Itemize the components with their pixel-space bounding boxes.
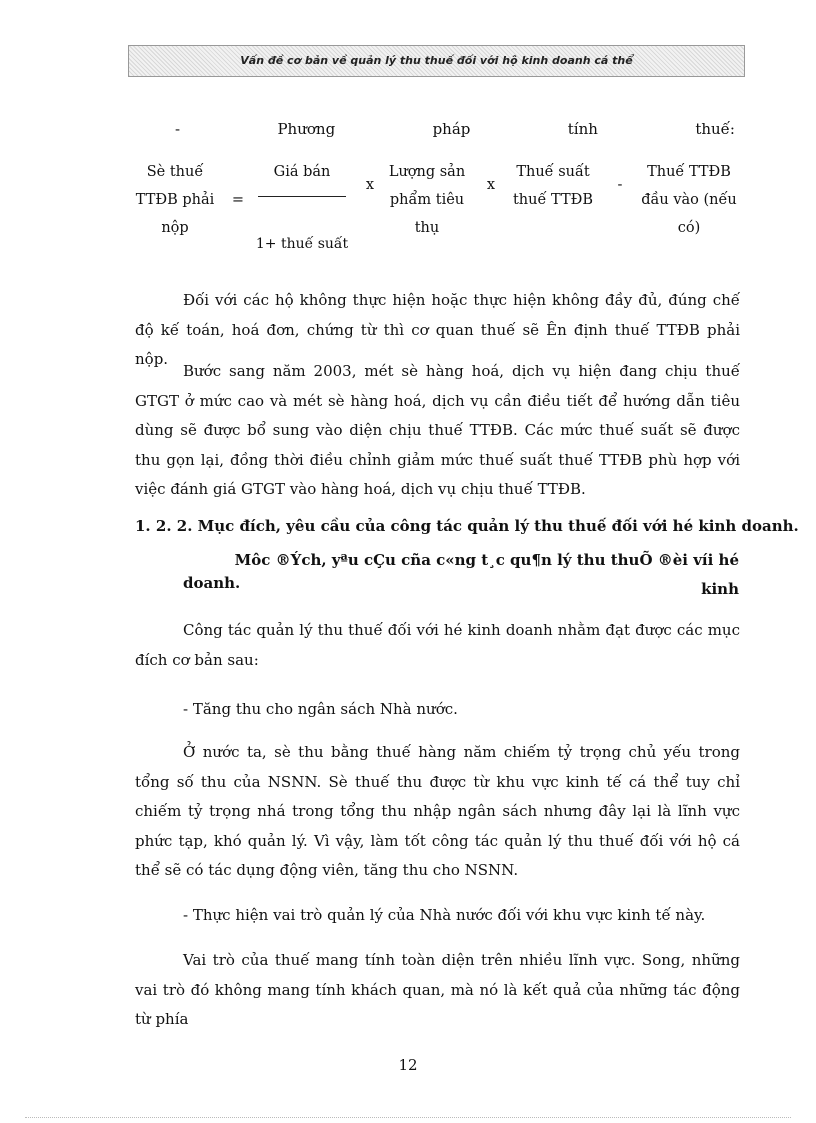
running-header: [128, 45, 745, 77]
paragraph-5: Vai trò của thuế mang tính toàn diện trên nhiều lĩnh vực. Song, những vai trò đó không mang tính khách quan, mà nó là kết quả của những tác động từ phía: [135, 951, 740, 1028]
method-word-2: pháp: [432, 120, 471, 138]
formula-quantity-line-2: phẩm tiêu: [389, 192, 465, 208]
footer-rule: [25, 1117, 791, 1118]
formula-quantity-line-1: Lượng sản: [388, 164, 466, 180]
formula-input-line-2: đầu vào (nếu: [641, 192, 737, 208]
section-heading-garbled: Môc ®Ých, yªu cÇu cña c«ng t¸c qu¶n lý thu thuÕ ®èi víi hé kinh: [234, 551, 739, 598]
formula-quantity: [382, 158, 472, 242]
formula-rate: [508, 158, 598, 214]
method-word-3: tính: [567, 120, 598, 138]
formula-lhs-line-2: TTĐB phải: [135, 192, 215, 208]
paragraph-1: Đối với các hộ không thực hiện hoặc thực hiện không đầy đủ, đúng chế độ kế toán, hoá đơn, chứng từ thì cơ quan thuế sẽ Ên định thuế TTĐB phải nộp.: [135, 291, 740, 368]
paragraph-2: Bước sang năm 2003, mét sè hàng hoá, dịch vụ hiện đang chịu thuế GTGT ở mức cao và mét sè hàng hoá, dịch vụ cần điều tiết để hướng dẫn tiêu dùng sẽ được bổ sung vào diện chịu thuế TTĐB. Các mức thuế suất sẽ được thu gọn lại, đồng thời điều chỉnh giảm mức thuế suất thuế TTĐB phù hợp với việc đánh giá GTGT vào hàng hoá, dịch vụ chịu thuế TTĐB.: [135, 362, 740, 498]
section-heading-garbled-cont: doanh.: [183, 574, 241, 592]
formula-input-line-1: Thuế TTĐB: [647, 164, 731, 180]
formula-lhs-line-3: nộp: [161, 220, 189, 236]
formula-lhs: [135, 158, 215, 242]
formula-times-2: x: [486, 177, 496, 193]
formula-rate-line-2: thuế TTĐB: [512, 192, 593, 208]
formula-input-tax: [636, 158, 742, 242]
method-dash: -: [175, 120, 181, 138]
section-heading: 1. 2. 2. Mục đích, yêu cầu của công tác quản lý thu thuế đối với hé kinh doanh.: [135, 517, 799, 535]
formula-equals: =: [231, 192, 245, 208]
page-number: 12: [398, 1056, 418, 1074]
paragraph-4: Ở nước ta, sè thu bằng thuế hàng năm chiếm tỷ trọng chủ yếu trong tổng số thu của NSNN. Sè thuế thu được từ khu vực kinh tế cá thể tuy chỉ chiếm tỷ trọng nhá trong tổng thu nhập ngân sách nhưng đây lại là lĩnh vực phức tạp, khó quản lý. Vì vậy, làm tốt công tác quản lý thu thuế đối với hộ cá thể sẽ có tác dụng động viên, tăng thu cho NSNN.: [135, 743, 740, 879]
formula-times-1: x: [365, 177, 375, 193]
formula-minus: -: [617, 177, 623, 193]
formula-denominator: 1+ thuế suất: [255, 236, 349, 252]
formula-quantity-line-3: thụ: [414, 220, 440, 236]
formula-rate-line-1: Thuế suất: [516, 164, 590, 180]
method-word-4: thuế:: [695, 120, 735, 138]
bullet-2: - Thực hiện vai trò quản lý của Nhà nước đối với khu vực kinh tế này.: [183, 906, 706, 924]
fraction-bar: [258, 196, 346, 197]
bullet-1: - Tăng thu cho ngân sách Nhà nước.: [183, 700, 458, 718]
formula-lhs-line-1: Sè thuế: [146, 164, 204, 180]
formula-numerator: Giá bán: [273, 164, 331, 180]
method-word-1: Phương: [277, 120, 336, 138]
formula-input-line-3: có): [677, 220, 701, 236]
running-header-title: Vấn đề cơ bản về quản lý thu thuế đối với hộ kinh doanh cá thể: [240, 54, 633, 67]
method-line: [135, 120, 735, 138]
paragraph-3: Công tác quản lý thu thuế đối với hé kinh doanh nhằm đạt được các mục đích cơ bản sau:: [135, 621, 740, 669]
